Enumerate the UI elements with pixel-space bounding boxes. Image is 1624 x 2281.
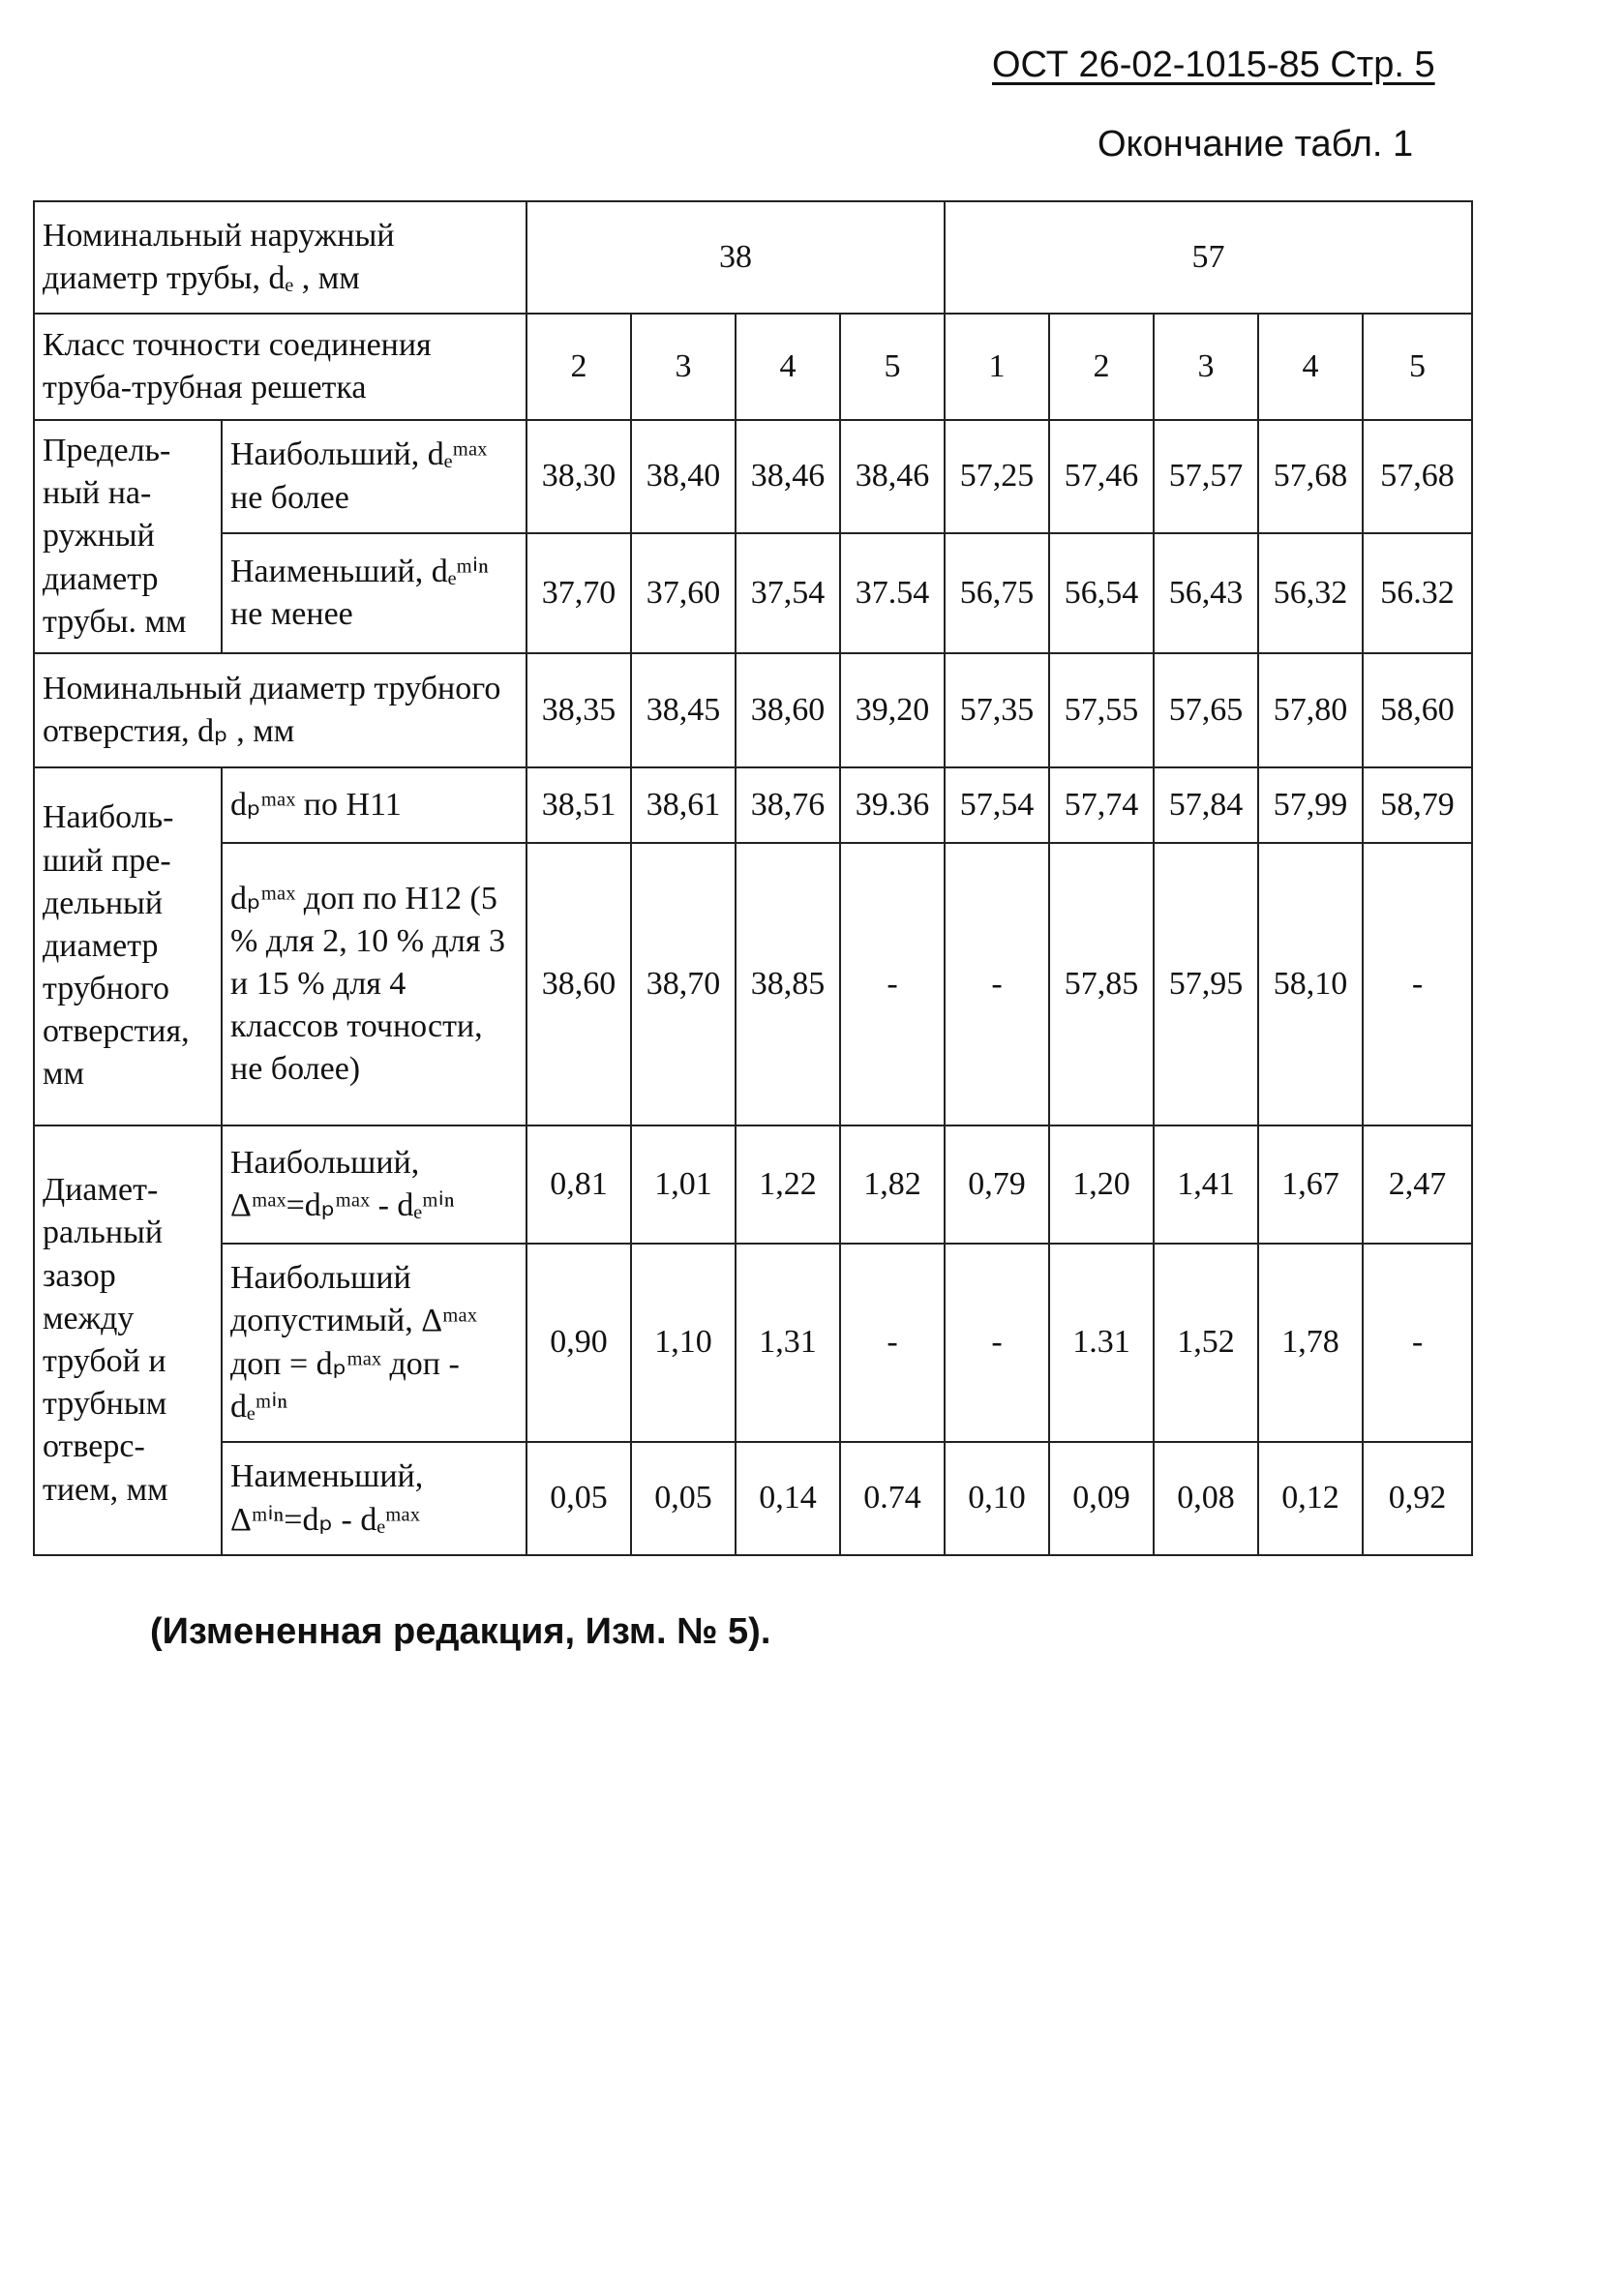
value-cell: 38,30 bbox=[526, 420, 631, 533]
table-row bbox=[34, 843, 1472, 1125]
value-cell: 38,60 bbox=[736, 653, 840, 767]
value-cell: 0,08 bbox=[1154, 1442, 1258, 1555]
value-cell: 38,45 bbox=[631, 653, 736, 767]
value-cell: 57,85 bbox=[1049, 843, 1154, 1125]
tolerance-table bbox=[33, 200, 1473, 1556]
value-cell: 0,79 bbox=[945, 1125, 1049, 1244]
value-cell: 38,46 bbox=[840, 420, 945, 533]
nominal-diameter-row bbox=[34, 201, 1472, 314]
value-cell: 38,70 bbox=[631, 843, 736, 1125]
value-cell: 39,20 bbox=[840, 653, 945, 767]
value-cell: 57,84 bbox=[1154, 767, 1258, 843]
value-cell: 0.74 bbox=[840, 1442, 945, 1555]
value-cell: 1,31 bbox=[736, 1244, 840, 1442]
table-row bbox=[34, 653, 1472, 767]
value-cell: 57,46 bbox=[1049, 420, 1154, 533]
class-label: Класс точности соединения труба-трубная решетка bbox=[34, 314, 526, 420]
value-cell: 1,78 bbox=[1258, 1244, 1363, 1442]
value-cell: 0,81 bbox=[526, 1125, 631, 1244]
value-cell: 38,60 bbox=[526, 843, 631, 1125]
value-cell: 38,51 bbox=[526, 767, 631, 843]
class-cell: 4 bbox=[736, 314, 840, 420]
table-continuation-title: Окончание табл. 1 bbox=[1098, 124, 1414, 165]
value-cell: 58,79 bbox=[1363, 767, 1472, 843]
value-cell: 57,57 bbox=[1154, 420, 1258, 533]
class-cell: 4 bbox=[1258, 314, 1363, 420]
value-cell: 37,70 bbox=[526, 533, 631, 653]
group-57-header: 57 bbox=[945, 201, 1472, 314]
value-cell: 1,41 bbox=[1154, 1125, 1258, 1244]
value-cell: 57,54 bbox=[945, 767, 1049, 843]
value-cell: 38,46 bbox=[736, 420, 840, 533]
value-cell: 0,90 bbox=[526, 1244, 631, 1442]
row-label: dₚᵐᵃˣ по H11 bbox=[222, 767, 526, 843]
table-row bbox=[34, 1125, 1472, 1244]
value-cell: 0,10 bbox=[945, 1442, 1049, 1555]
value-cell: 58,60 bbox=[1363, 653, 1472, 767]
value-cell: 37,54 bbox=[736, 533, 840, 653]
value-cell: - bbox=[945, 843, 1049, 1125]
value-cell: 1.31 bbox=[1049, 1244, 1154, 1442]
value-cell: 0,12 bbox=[1258, 1442, 1363, 1555]
table-row bbox=[34, 420, 1472, 533]
value-cell: 38,35 bbox=[526, 653, 631, 767]
hole-max-diameter-label: Наиболь-ший пре-дельный диаметр трубного отверстия, мм bbox=[34, 767, 222, 1125]
class-cell: 3 bbox=[631, 314, 736, 420]
value-cell: 1,22 bbox=[736, 1125, 840, 1244]
value-cell: - bbox=[945, 1244, 1049, 1442]
class-cell: 5 bbox=[1363, 314, 1472, 420]
amendment-note: (Измененная редакция, Изм. № 5). bbox=[150, 1611, 771, 1652]
value-cell: 57,65 bbox=[1154, 653, 1258, 767]
value-cell: 1,82 bbox=[840, 1125, 945, 1244]
value-cell: 2,47 bbox=[1363, 1125, 1472, 1244]
value-cell: 57,35 bbox=[945, 653, 1049, 767]
value-cell: 57,74 bbox=[1049, 767, 1154, 843]
row-label: Наибольший допустимый, Δᵐᵃˣ доп = dₚᵐᵃˣ доп - dₑᵐⁱⁿ bbox=[222, 1244, 526, 1442]
value-cell: 1,67 bbox=[1258, 1125, 1363, 1244]
value-cell: 38,61 bbox=[631, 767, 736, 843]
value-cell: 56,54 bbox=[1049, 533, 1154, 653]
value-cell: 0,14 bbox=[736, 1442, 840, 1555]
value-cell: 37,60 bbox=[631, 533, 736, 653]
class-cell: 3 bbox=[1154, 314, 1258, 420]
class-cell: 2 bbox=[1049, 314, 1154, 420]
value-cell: 38,40 bbox=[631, 420, 736, 533]
value-cell: 1,10 bbox=[631, 1244, 736, 1442]
value-cell: 56.32 bbox=[1363, 533, 1472, 653]
value-cell: 0,09 bbox=[1049, 1442, 1154, 1555]
class-cell: 1 bbox=[945, 314, 1049, 420]
row-label: dₚᵐᵃˣ доп по H12 (5 % для 2, 10 % для 3 и 15 % для 4 классов точности, не более) bbox=[222, 843, 526, 1125]
group-38-header: 38 bbox=[526, 201, 945, 314]
value-cell: 56,75 bbox=[945, 533, 1049, 653]
value-cell: - bbox=[1363, 843, 1472, 1125]
value-cell: 56,43 bbox=[1154, 533, 1258, 653]
value-cell: 57,55 bbox=[1049, 653, 1154, 767]
value-cell: 37.54 bbox=[840, 533, 945, 653]
row-label: Наименьший, dₑᵐⁱⁿ не менее bbox=[222, 533, 526, 653]
value-cell: 0,05 bbox=[631, 1442, 736, 1555]
row-label: Наибольший, Δᵐᵃˣ=dₚᵐᵃˣ - dₑᵐⁱⁿ bbox=[222, 1125, 526, 1244]
value-cell: 56,32 bbox=[1258, 533, 1363, 653]
value-cell: 1,20 bbox=[1049, 1125, 1154, 1244]
value-cell: 57,80 bbox=[1258, 653, 1363, 767]
outer-diameter-limit-label: Предель-ный на-ружный диаметр трубы. мм bbox=[34, 420, 222, 653]
value-cell: - bbox=[840, 843, 945, 1125]
value-cell: 0,92 bbox=[1363, 1442, 1472, 1555]
value-cell: 57,68 bbox=[1363, 420, 1472, 533]
value-cell: 38,85 bbox=[736, 843, 840, 1125]
value-cell: 0,05 bbox=[526, 1442, 631, 1555]
class-cell: 2 bbox=[526, 314, 631, 420]
class-cell: 5 bbox=[840, 314, 945, 420]
value-cell: 58,10 bbox=[1258, 843, 1363, 1125]
value-cell: 39.36 bbox=[840, 767, 945, 843]
value-cell: 38,76 bbox=[736, 767, 840, 843]
class-row bbox=[34, 314, 1472, 420]
row-label: Наименьший, Δᵐⁱⁿ=dₚ - dₑᵐᵃˣ bbox=[222, 1442, 526, 1555]
table-row bbox=[34, 1244, 1472, 1442]
table-row bbox=[34, 533, 1472, 653]
value-cell: 1,52 bbox=[1154, 1244, 1258, 1442]
table-row bbox=[34, 767, 1472, 843]
table-row bbox=[34, 1442, 1472, 1555]
value-cell: 57,68 bbox=[1258, 420, 1363, 533]
value-cell: - bbox=[1363, 1244, 1472, 1442]
value-cell: - bbox=[840, 1244, 945, 1442]
hole-nominal-diameter-label: Номинальный диаметр трубного отверстия, dₚ , мм bbox=[34, 653, 526, 767]
value-cell: 57,25 bbox=[945, 420, 1049, 533]
value-cell: 57,95 bbox=[1154, 843, 1258, 1125]
row-label: Наибольший, dₑᵐᵃˣ не более bbox=[222, 420, 526, 533]
diametral-gap-label: Диамет-ральный зазор между трубой и трубным отверс-тием, мм bbox=[34, 1125, 222, 1555]
nominal-diameter-label: Номинальный наружный диаметр трубы, dₑ , мм bbox=[34, 201, 526, 314]
value-cell: 57,99 bbox=[1258, 767, 1363, 843]
value-cell: 1,01 bbox=[631, 1125, 736, 1244]
document-code: ОСТ 26-02-1015-85 Стр. 5 bbox=[992, 45, 1435, 85]
